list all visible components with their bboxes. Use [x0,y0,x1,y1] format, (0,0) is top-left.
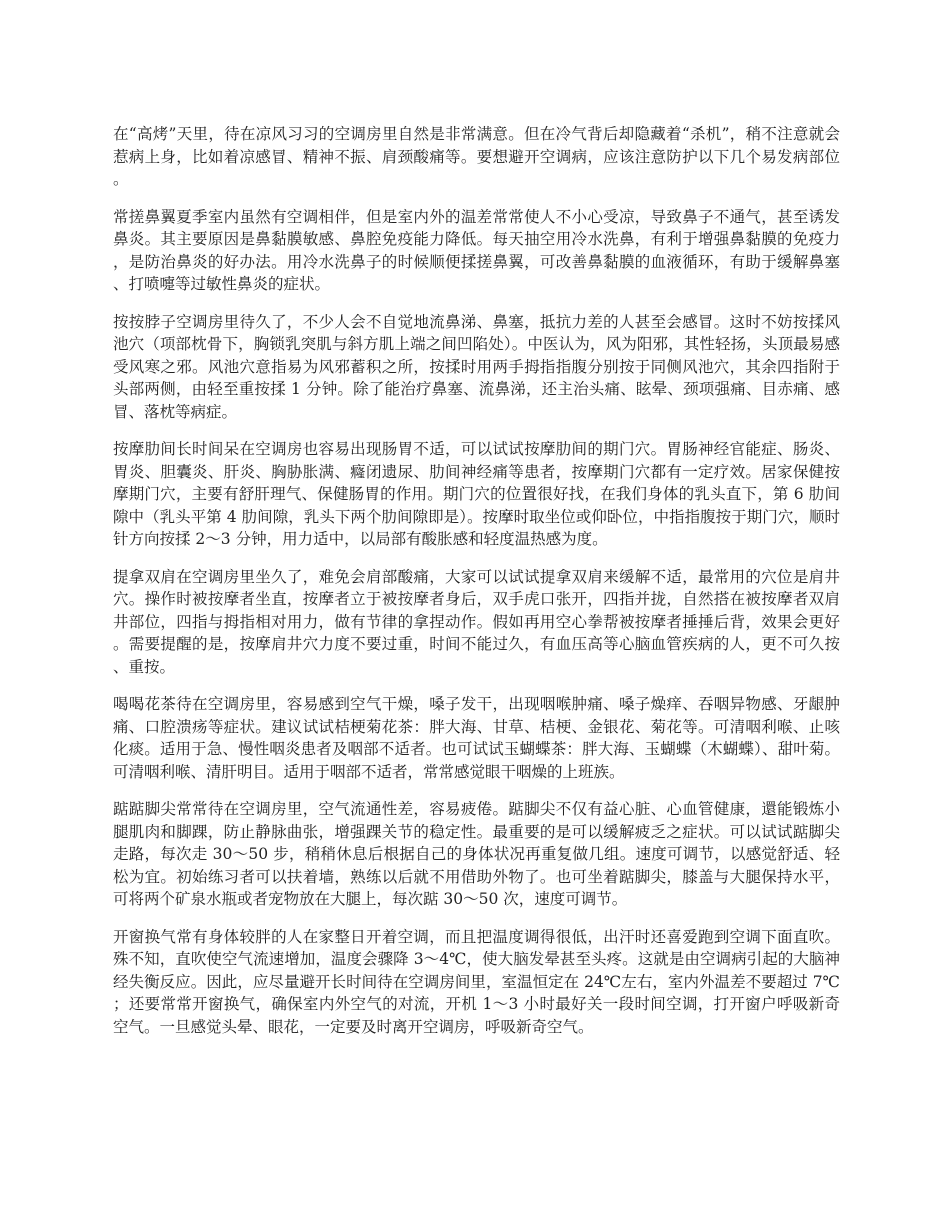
paragraph-tiptoe: 踮踮脚尖常常待在空调房里，空气流通性差，容易疲倦。踮脚尖不仅有益心脏、心血管健康，還能锻炼小腿肌肉和脚踝，防止静脉曲张，增强踝关节的稳定性。最重要的是可以缓解疲乏之症状。可以试试踮脚尖走路，每次走 30～50 步，稍稍休息后根据自己的身体状况再重复做几组。速度可调节，以感觉舒适、轻松为宜。初始练习者可以扶着墙，熟练以后就不用借助外物了。也可坐着踮脚尖，膝盖与大腿保持水平，可将两个矿泉水瓶或者宠物放在大腿上，每次踮 30～50 次，速度可调节。 [113,800,840,908]
paragraph-press-neck: 按按脖子空调房里待久了，不少人会不自觉地流鼻涕、鼻塞，抵抗力差的人甚至会感冒。这时不妨按揉风池穴（项部枕骨下，胸锁乳突肌与斜方肌上端之间凹陷处）。中医认为，风为阳邪，其性轻扬，头顶最易感受风寒之邪。风池穴意指易为风邪蓄积之所，按揉时用两手拇指指腹分别按于同侧风池穴，其余四指附于头部两侧，由轻至重按揉 1 分钟。除了能治疗鼻塞、流鼻涕，还主治头痛、眩晕、颈项强痛、目赤痛、感冒、落枕等病症。 [113,312,840,421]
paragraph-rub-nose: 常搓鼻翼夏季室内虽然有空调相伴，但是室内外的温差常常使人不小心受凉，导致鼻子不通气，甚至诱发鼻炎。其主要原因是鼻黏膜敏感、鼻腔免疫能力降低。每天抽空用冷水洗鼻，有利于增强鼻黏膜的免疫力，是防治鼻炎的好办法。用冷水洗鼻子的时候顺便揉搓鼻翼，可改善鼻黏膜的血液循环，有助于缓解鼻塞、打喷嚏等过敏性鼻炎的症状。 [113,207,840,293]
paragraph-shoulders: 提拿双肩在空调房里坐久了，难免会肩部酸痛，大家可以试试提拿双肩来缓解不适，最常用的穴位是肩井穴。操作时被按摩者坐直，按摩者立于被按摩者身后，双手虎口张开，四指并拢，自然搭在被按摩者双肩井部位，四指与拇指相对用力，做有节律的拿捏动作。假如再用空心拳帮被按摩者捶捶后背，效果会更好。需要提醒的是，按摩肩井穴力度不要过重，时间不能过久，有血压高等心脑血管疾病的人，更不可久按、重按。 [113,567,840,676]
paragraph-flower-tea: 喝喝花茶待在空调房里，容易感到空气干燥，嗓子发干，出现咽喉肿痛、嗓子燥痒、吞咽异物感、牙龈肿痛、口腔溃疡等症状。建议试试桔梗菊花茶：胖大海、甘草、桔梗、金银花、菊花等。可清咽利喉、止咳化痰。适用于急、慢性咽炎患者及咽部不适者。也可试试玉蝴蝶茶：胖大海、玉蝴蝶（木蝴蝶）、甜叶菊。可清咽利喉、清肝明目。适用于咽部不适者，常常感觉眼干咽燥的上班族。 [113,695,840,781]
paragraph-ventilation: 开窗换气常有身体较胖的人在家整日开着空调，而且把温度调得很低，出汗时还喜爱跑到空调下面直吹。殊不知，直吹使空气流速增加，温度会骤降 3～4℃，使大脑发晕甚至头疼。这就是由空调病引起的大脑神经失衡反应。因此，应尽量避开长时间待在空调房间里，室温恒定在 24℃左右，室内外温差不要超过 7℃；还要常常开窗换气，确保室内外空气的对流，开机 1～3 小时最好关一段时间空调，打开窗户呼吸新奇空气。一旦感觉头晕、眼花，一定要及时离开空调房，呼吸新奇空气。 [113,927,840,1036]
document-body [113,123,840,1053]
paragraph-massage-ribs: 按摩肋间长时间呆在空调房也容易出现肠胃不适，可以试试按摩肋间的期门穴。胃肠神经官能症、肠炎、胃炎、胆囊炎、肝炎、胸胁胀满、癃闭遗尿、肋间神经痛等患者，按摩期门穴都有一定疗效。居家保健按摩期门穴，主要有舒肝理气、保健肠胃的作用。期门穴的位置很好找，在我们身体的乳头直下，第 6 肋间隙中（乳头平第 4 肋间隙，乳头下两个肋间隙即是）。按摩时取坐位或仰卧位，中指指腹按于期门穴，顺时针方向按揉 2～3 分钟，用力适中，以局部有酸胀感和轻度温热感为度。 [113,440,840,548]
paragraph-intro: 在“高烤”天里，待在凉风习习的空调房里自然是非常满意。但在冷气背后却隐藏着“杀机”，稍不注意就会惹病上身，比如着凉感冒、精神不振、肩颈酸痛等。要想避开空调病，应该注意防护以下几个易发病部位。 [113,125,840,188]
